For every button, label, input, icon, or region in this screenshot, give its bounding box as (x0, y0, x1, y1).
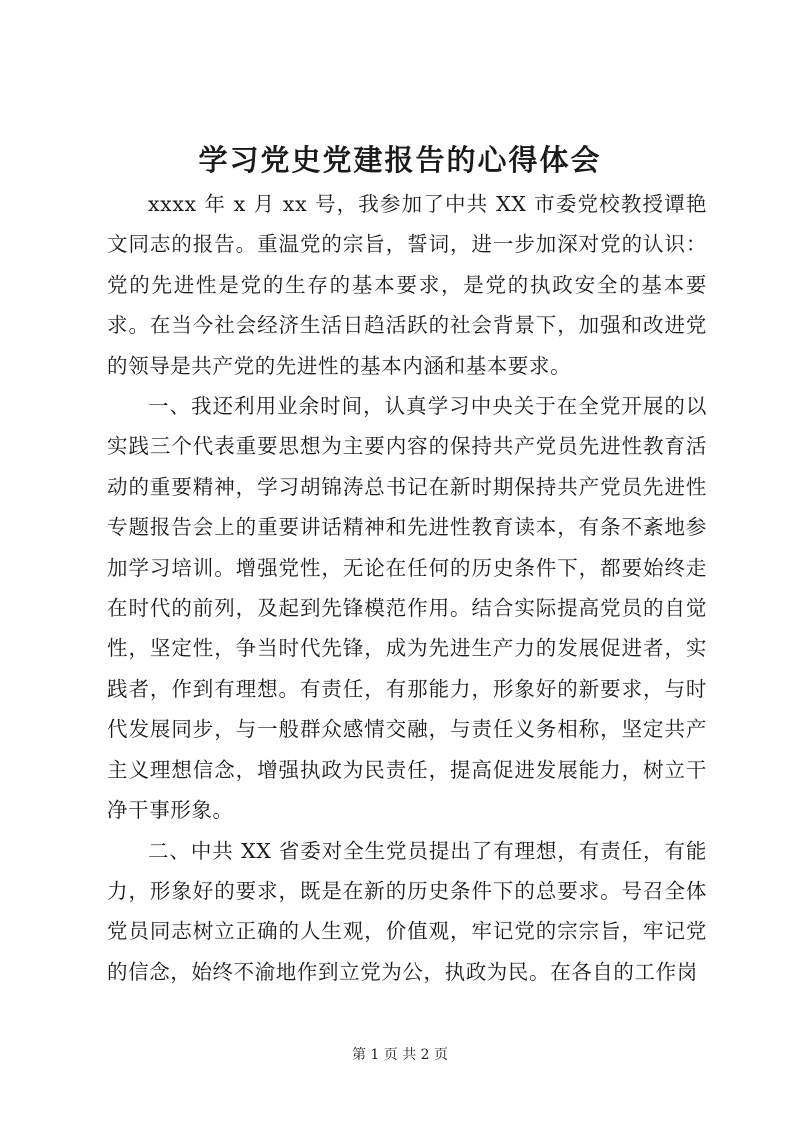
paragraph: 二、中共 XX 省委对全生党员提出了有理想，有责任，有能力，形象好的要求，既是在新的历史条件下的总要求。号召全体党员同志树立正确的人生观，价值观，牢记党的宗宗旨，牢记党的信念，始终不渝地作到立党为公，执政为民。在各自的工作岗 (107, 838, 707, 984)
document-title: 学习党史党建报告的心得体会 (198, 143, 602, 177)
document-body (107, 184, 707, 992)
page-number-footer: 第 1 页 共 2 页 (351, 1047, 449, 1063)
paragraph: xxxx 年 x 月 xx 号，我参加了中共 XX 市委党校教授谭艳文同志的报告。重温党的宗旨，誓词，进一步加深对党的认识：党的先进性是党的生存的基本要求，是党的执政安全的基本要求。在当今社会经济生活日趋活跃的社会背景下，加强和改进党的领导是共产党的先进性的基本内涵和基本要求。 (107, 192, 707, 378)
paragraph: 一、我还利用业余时间，认真学习中央关于在全党开展的以实践三个代表重要思想为主要内容的保持共产党员先进性教育活动的重要精神，学习胡锦涛总书记在新时期保持共产党员先进性专题报告会上的重要讲话精神和先进性教育读本，有条不紊地参加学习培训。增强党性，无论在任何的历史条件下，都要始终走在时代的前列，及起到先锋模范作用。结合实际提高党员的自觉性，坚定性，争当时代先锋，成为先进生产力的发展促进者，实践者，作到有理想。有责任，有那能力，形象好的新要求，与时代发展同步，与一般群众感情交融，与责任义务相称，坚定共产主义理想信念，增强执政为民责任，提高促进发展能力，树立干净干事形象。 (107, 394, 707, 823)
